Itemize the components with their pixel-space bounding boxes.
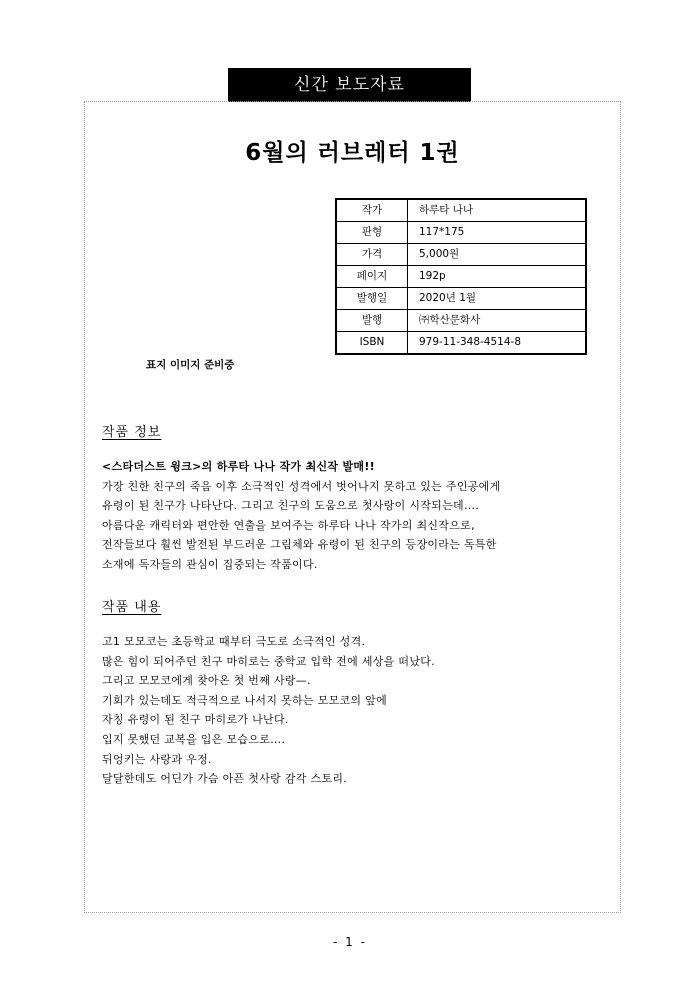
info-label: 발행일: [336, 288, 408, 310]
info-value: ㈜학산문화사: [408, 310, 587, 332]
info-row-release-date: [336, 288, 586, 310]
work-content-line: 많은 힘이 되어주던 친구 마히로는 중학교 입학 전에 세상을 떠났다.: [102, 654, 435, 668]
info-value: 192p: [408, 266, 587, 288]
info-label: 작가: [336, 199, 408, 222]
page-number: - 1 -: [333, 935, 367, 949]
work-content-line: 그리고 모모코에게 찾아온 첫 번째 사랑—.: [102, 674, 311, 688]
work-info-line: 가장 친한 친구의 죽음 이후 소극적인 성격에서 벗어나지 못하고 있는 주인공에게: [102, 479, 501, 493]
book-title: 6월의 러브레터 1권: [245, 140, 460, 166]
work-content-paragraph: [102, 632, 582, 789]
info-label: ISBN: [336, 332, 408, 355]
book-info-table: [335, 198, 587, 355]
work-info-line: 유령이 된 친구가 나타난다. 그리고 친구의 도움으로 첫사랑이 시작되는데….: [102, 499, 480, 513]
work-content-line: 뒤엉키는 사랑과 우정.: [102, 752, 212, 766]
section-title-work-info: 작품 정보: [102, 425, 162, 440]
info-value: 2020년 1월: [408, 288, 587, 310]
work-info-line: 소재에 독자들의 관심이 집중되는 작품이다.: [102, 557, 318, 571]
work-content-line: 기회가 있는데도 적극적으로 나서지 못하는 모모코의 앞에: [102, 693, 388, 707]
info-label: 판형: [336, 222, 408, 244]
work-content-line: 입지 못했던 교복을 입은 모습으로….: [102, 732, 286, 746]
info-row-author: [336, 199, 586, 222]
work-info-line: 전작들보다 훨씬 발전된 부드러운 그림체와 유령이 된 친구의 등장이라는 독특한: [102, 538, 497, 552]
info-row-format: [336, 222, 586, 244]
info-row-publisher: [336, 310, 586, 332]
work-info-line: 아름다운 캐릭터와 편안한 연출을 보여주는 하루타 나나 작가의 최신작으로,: [102, 518, 475, 532]
work-content-line: 고1 모모코는 초등학교 때부터 극도로 소극적인 성격.: [102, 635, 366, 648]
info-row-isbn: [336, 332, 586, 355]
work-content-line: 자칭 유령이 된 친구 마히로가 나난다.: [102, 713, 289, 727]
info-value: 5,000원: [408, 244, 587, 266]
info-value: 979-11-348-4514-8: [408, 332, 587, 355]
info-label: 가격: [336, 244, 408, 266]
info-row-pages: [336, 266, 586, 288]
cover-image-note: 표지 이미지 준비중: [146, 359, 235, 371]
work-content-line: 달달한데도 어딘가 가슴 아픈 첫사랑 감각 스토리.: [102, 772, 348, 786]
info-label: 페이지: [336, 266, 408, 288]
info-row-price: [336, 244, 586, 266]
section-title-work-content: 작품 내용: [102, 600, 162, 615]
work-info-headline: <스타더스트 윙크>의 하루타 나나 작가 최신작 발매!!: [102, 460, 375, 473]
info-value: 117*175: [408, 222, 587, 244]
info-label: 발행: [336, 310, 408, 332]
info-value: 하루타 나나: [408, 199, 587, 222]
press-release-header: 신간 보도자료: [228, 68, 471, 102]
work-info-paragraph: [102, 457, 582, 575]
